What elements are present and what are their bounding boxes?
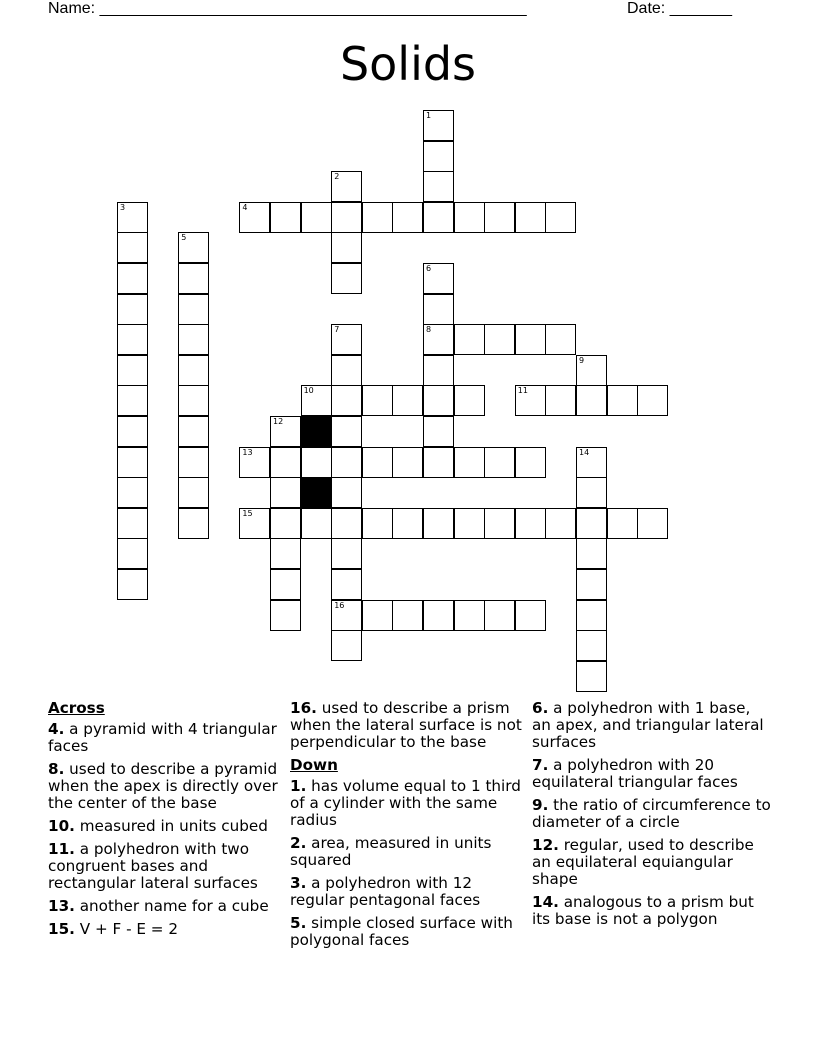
crossword-cell[interactable] [239,508,270,539]
cell-number: 9 [579,355,585,365]
cell-number: 2 [334,172,340,182]
clues-column-1 [48,700,288,944]
crossword-cell[interactable] [454,508,485,539]
black-cell [301,416,332,447]
crossword-cell[interactable] [178,355,209,386]
crossword-cell[interactable] [117,385,148,416]
clue-number: 16. [290,699,317,717]
crossword-cell[interactable] [239,447,270,478]
crossword-cell[interactable] [515,385,546,416]
clue-number: 5. [290,914,307,932]
crossword-cell[interactable] [576,600,607,631]
clue-down-5 [290,915,530,949]
crossword-cell[interactable] [117,324,148,355]
clue-across-16 [290,700,530,751]
clue-across-13 [48,898,288,915]
clue-down-2 [290,835,530,869]
crossword-cell[interactable] [454,447,485,478]
clue-number: 9. [532,796,549,814]
crossword-cell[interactable] [331,477,362,508]
crossword-cell[interactable] [331,447,362,478]
clue-down-14 [532,894,772,928]
crossword-cell[interactable] [576,447,607,478]
crossword-cell[interactable] [515,324,546,355]
cell-number: 13 [242,447,253,457]
crossword-cell[interactable] [637,508,668,539]
crossword-cell[interactable] [117,447,148,478]
clue-text: measured in units cubed [79,817,268,835]
clue-text: regular, used to describe an equilateral equiangular shape [532,836,754,888]
crossword-cell[interactable] [270,569,301,600]
crossword-cell[interactable] [515,508,546,539]
crossword-cell[interactable] [392,508,423,539]
crossword-cell[interactable] [270,508,301,539]
crossword-cell[interactable] [117,569,148,600]
clue-text: V + F - E = 2 [79,920,179,938]
clue-text: area, measured in units squared [290,834,492,869]
crossword-cell[interactable] [576,385,607,416]
clue-down-3 [290,875,530,909]
clue-number: 1. [290,777,307,795]
clue-text: simple closed surface with polygonal faces [290,914,513,949]
crossword-cell[interactable] [117,477,148,508]
crossword-cell[interactable] [545,324,576,355]
crossword-cell[interactable] [515,447,546,478]
crossword-cell[interactable] [117,263,148,294]
crossword-cell[interactable] [484,508,515,539]
clue-across-4 [48,721,288,755]
clue-down-12 [532,837,772,888]
crossword-cell[interactable] [178,416,209,447]
clue-down-9 [532,797,772,831]
crossword-cell[interactable] [607,385,638,416]
crossword-cell[interactable] [117,416,148,447]
crossword-cell[interactable] [392,202,423,233]
clue-down-7 [532,757,772,791]
clue-text: has volume equal to 1 third of a cylinder with the same radius [290,777,521,829]
clue-text: a pyramid with 4 triangular faces [48,720,277,755]
clue-across-11 [48,841,288,892]
crossword-cell[interactable] [362,600,393,631]
crossword-cell[interactable] [423,202,454,233]
crossword-cell[interactable] [331,416,362,447]
clue-down-1 [290,778,530,829]
crossword-cell[interactable] [178,385,209,416]
clue-number: 12. [532,836,559,854]
crossword-cell[interactable] [423,385,454,416]
clue-text: analogous to a prism but its base is not a polygon [532,893,754,928]
crossword-cell[interactable] [331,232,362,263]
crossword-cell[interactable] [607,508,638,539]
clue-number: 4. [48,720,65,738]
clue-text: a polyhedron with 12 regular pentagonal faces [290,874,481,909]
cell-number: 7 [334,325,340,335]
cell-number: 3 [120,202,126,212]
crossword-cell[interactable] [576,661,607,692]
crossword-cell[interactable] [392,447,423,478]
cell-number: 4 [242,202,248,212]
crossword-cell[interactable] [331,630,362,661]
cell-number: 14 [579,447,590,457]
crossword-cell[interactable] [178,447,209,478]
crossword-cell[interactable] [178,294,209,325]
crossword-cell[interactable] [331,324,362,355]
crossword-cell[interactable] [117,294,148,325]
cell-number: 8 [426,325,432,335]
crossword-cell[interactable] [301,447,332,478]
crossword-cell[interactable] [392,600,423,631]
crossword-cell[interactable] [423,355,454,386]
date-field-label: Date: _______ [627,0,732,17]
crossword-cell[interactable] [637,385,668,416]
crossword-cell[interactable] [423,171,454,202]
crossword-cell[interactable] [484,202,515,233]
crossword-cell[interactable] [423,294,454,325]
crossword-cell[interactable] [270,600,301,631]
clues-column-3 [532,700,772,934]
crossword-cell[interactable] [515,600,546,631]
crossword-cell[interactable] [117,508,148,539]
cell-number: 12 [273,417,284,426]
crossword-cell[interactable] [178,324,209,355]
crossword-cell[interactable] [117,538,148,569]
clue-number: 14. [532,893,559,911]
down-heading: Down [290,756,338,774]
crossword-cell[interactable] [270,416,301,447]
crossword-cell[interactable] [362,202,393,233]
clue-text: used to describe a prism when the lateral surface is not perpendicular to the base [290,699,522,751]
crossword-cell[interactable] [270,202,301,233]
crossword-cell[interactable] [239,202,270,233]
crossword-cell[interactable] [331,508,362,539]
crossword-cell[interactable] [178,232,209,263]
clue-across-8 [48,761,288,812]
clue-number: 2. [290,834,307,852]
crossword-cell[interactable] [576,355,607,386]
clue-number: 3. [290,874,307,892]
crossword-cell[interactable] [178,477,209,508]
cell-number: 10 [303,386,314,396]
across-heading: Across [48,699,105,717]
crossword-cell[interactable] [484,447,515,478]
crossword-cell[interactable] [423,508,454,539]
clue-text: a polyhedron with two congruent bases and rectangular lateral surfaces [48,840,258,892]
crossword-cell[interactable] [545,508,576,539]
crossword-cell[interactable] [301,508,332,539]
crossword-cell[interactable] [331,385,362,416]
crossword-cell[interactable] [423,416,454,447]
clue-number: 8. [48,760,65,778]
crossword-cell[interactable] [454,385,485,416]
clue-number: 11. [48,840,75,858]
crossword-cell[interactable] [178,263,209,294]
clue-number: 7. [532,756,549,774]
crossword-cell[interactable] [392,385,423,416]
crossword-cell[interactable] [117,202,148,233]
crossword-cell[interactable] [423,263,454,294]
name-field-label: Name: ________________________________________________ [48,0,527,17]
clue-across-15 [48,921,288,938]
cell-number: 5 [181,233,187,243]
crossword-cell[interactable] [576,538,607,569]
crossword-cell[interactable] [454,600,485,631]
crossword-cell[interactable] [362,385,393,416]
crossword-cell[interactable] [331,263,362,294]
crossword-cell[interactable] [331,538,362,569]
crossword-cell[interactable] [270,538,301,569]
cell-number: 15 [242,508,253,518]
crossword-cell[interactable] [362,447,393,478]
black-cell [301,477,332,508]
crossword-cell[interactable] [331,569,362,600]
cell-number: 1 [426,111,432,120]
clue-number: 13. [48,897,75,915]
crossword-cell[interactable] [270,447,301,478]
crossword-cell[interactable] [576,477,607,508]
crossword-cell[interactable] [331,355,362,386]
clue-text: another name for a cube [79,897,269,915]
clue-text: used to describe a pyramid when the apex is directly over the center of the base [48,760,278,812]
crossword-cell[interactable] [576,508,607,539]
clue-text: a polyhedron with 1 base, an apex, and triangular lateral surfaces [532,699,764,751]
crossword-cell[interactable] [454,202,485,233]
clues-column-2 [290,700,530,955]
crossword-cell[interactable] [331,202,362,233]
crossword-cell[interactable] [178,508,209,539]
crossword-cell[interactable] [423,447,454,478]
crossword-cell[interactable] [362,508,393,539]
clue-down-6 [532,700,772,751]
crossword-cell[interactable] [117,355,148,386]
crossword-cell[interactable] [270,477,301,508]
crossword-cell[interactable] [423,141,454,172]
crossword-cell[interactable] [331,600,362,631]
crossword-cell[interactable] [545,385,576,416]
crossword-cell[interactable] [484,324,515,355]
crossword-cell[interactable] [301,385,332,416]
clue-text: the ratio of circumference to diameter of a circle [532,796,771,831]
crossword-cell[interactable] [301,202,332,233]
crossword-cell[interactable] [117,232,148,263]
crossword-cell[interactable] [423,324,454,355]
crossword-cell[interactable] [484,600,515,631]
crossword-cell[interactable] [545,202,576,233]
crossword-cell[interactable] [423,600,454,631]
clue-number: 6. [532,699,549,717]
crossword-cell[interactable] [576,630,607,661]
cell-number: 11 [517,386,528,396]
crossword-cell[interactable] [331,171,362,202]
clue-number: 15. [48,920,75,938]
clue-number: 10. [48,817,75,835]
cell-number: 6 [426,264,432,273]
crossword-cell[interactable] [454,324,485,355]
cell-number: 16 [334,600,345,610]
crossword-cell[interactable] [423,110,454,141]
crossword-cell[interactable] [576,569,607,600]
crossword-cell[interactable] [515,202,546,233]
clue-across-10 [48,818,288,835]
page-title: Solids [339,37,477,91]
clue-text: a polyhedron with 20 equilateral triangular faces [532,756,738,791]
